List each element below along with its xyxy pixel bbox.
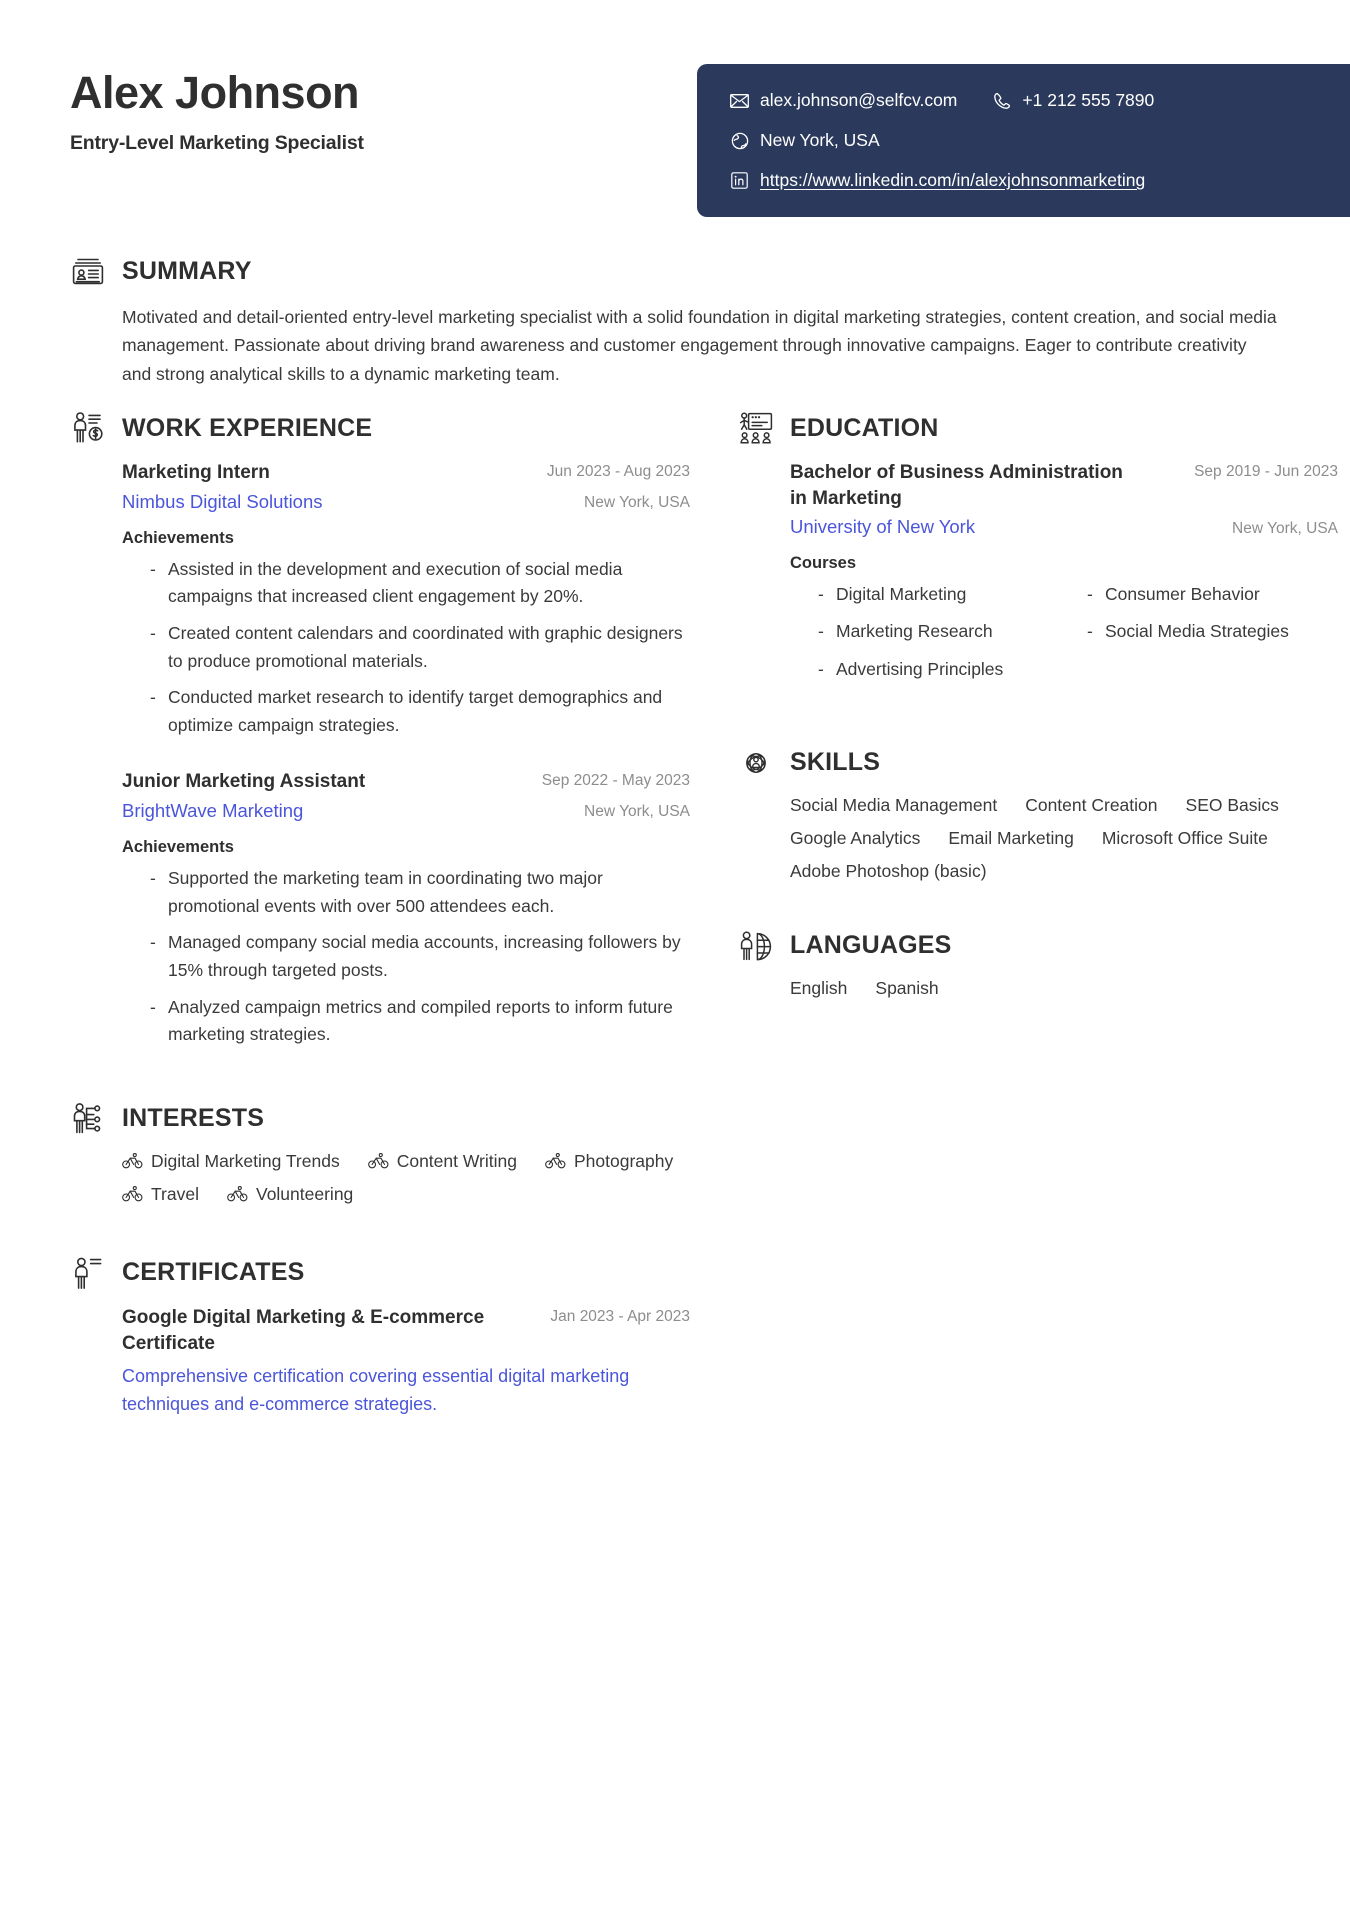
work-achievements-list — [122, 865, 690, 1049]
certificates-title: CERTIFICATES — [122, 1258, 305, 1287]
contact-row-2 — [729, 130, 1350, 151]
achievement-item: - Supported the marketing team in coordinating two major promotional events with over 500 attendees each. — [150, 865, 690, 920]
work-entry-meta — [547, 460, 690, 512]
skill-item: Microsoft Office Suite — [1101, 827, 1268, 848]
person-network-icon — [70, 1101, 106, 1137]
work-body — [70, 460, 690, 1049]
certificates-heading — [70, 1255, 690, 1291]
bicycle-icon — [122, 1153, 143, 1169]
achievement-item: - Created content calendars and coordinated with graphic designers to produce promotional materials. — [150, 620, 690, 675]
skill-item: SEO Basics — [1185, 794, 1279, 815]
interest-label: Digital Marketing Trends — [151, 1150, 340, 1171]
certificate-meta — [550, 1305, 690, 1326]
summary-text: Motivated and detail-oriented entry-level marketing specialist with a solid foundation in digital marketing strategies, content creation, and social media management. Passionate about driving brand awareness and customer engagement through innovative campaigns. Eager to contribute creativity and strong analytical skills to a dynamic marketing team. — [122, 307, 1277, 384]
interests-body — [70, 1151, 690, 1205]
resume-header — [0, 0, 1350, 235]
section-work-experience — [70, 410, 690, 1049]
person-list-icon — [70, 1255, 106, 1291]
two-column-region — [70, 410, 1338, 1418]
languages-title: LANGUAGES — [790, 931, 952, 960]
contact-email[interactable] — [729, 90, 957, 111]
certificate-name: Google Digital Marketing & E-commerce Certificate — [122, 1306, 485, 1354]
languages-body — [738, 978, 1338, 999]
contact-linkedin[interactable] — [729, 170, 1145, 191]
skill-item: Google Analytics — [790, 827, 921, 848]
skill-item: Adobe Photoshop (basic) — [790, 860, 987, 881]
interest-label: Travel — [151, 1183, 199, 1204]
identity-block — [70, 68, 364, 155]
skills-body — [738, 795, 1338, 882]
skills-title: SKILLS — [790, 748, 881, 777]
summary-title: SUMMARY — [122, 256, 252, 285]
contact-phone[interactable] — [991, 90, 1154, 111]
skill-item: Email Marketing — [948, 827, 1074, 848]
education-meta — [1194, 460, 1338, 538]
summary-heading — [70, 253, 1280, 289]
classroom-icon — [738, 410, 774, 446]
person-globe-icon — [738, 928, 774, 964]
skills-heading — [738, 745, 1338, 781]
languages-list — [790, 978, 1310, 999]
skill-item: Content Creation — [1025, 794, 1158, 815]
education-entry-top — [790, 460, 1338, 540]
language-item: Spanish — [875, 977, 939, 998]
right-column — [738, 410, 1338, 999]
education-entry — [790, 460, 1338, 683]
education-title: EDUCATION — [790, 413, 939, 442]
candidate-title: Entry-Level Marketing Specialist — [70, 131, 364, 154]
work-location: New York, USA — [584, 803, 690, 821]
skill-item: Social Media Management — [790, 794, 998, 815]
work-achievements-list — [122, 556, 690, 740]
envelope-icon — [729, 90, 750, 111]
globe-icon — [729, 130, 750, 151]
section-skills — [738, 745, 1338, 882]
work-company[interactable]: Nimbus Digital Solutions — [122, 490, 323, 512]
certificate-date: Jan 2023 - Apr 2023 — [550, 1307, 690, 1325]
section-education — [738, 410, 1338, 683]
achievements-label: Achievements — [122, 528, 234, 547]
work-date: Sep 2022 - May 2023 — [541, 772, 690, 790]
left-column — [70, 410, 690, 1418]
work-entry-main — [122, 460, 533, 515]
work-role: Marketing Intern — [122, 462, 270, 484]
work-entry-main — [122, 769, 528, 824]
work-location: New York, USA — [584, 494, 690, 512]
atom-person-icon — [738, 745, 774, 781]
certificates-body — [70, 1305, 690, 1418]
school-name[interactable]: University of New York — [790, 516, 976, 538]
bicycle-icon — [122, 1186, 143, 1202]
achievement-item: - Analyzed campaign metrics and compiled reports to inform future marketing strategies. — [150, 994, 690, 1049]
course-item: - Social Media Strategies — [1087, 618, 1338, 645]
contact-row-3 — [729, 170, 1350, 191]
interest-label: Volunteering — [255, 1183, 354, 1204]
contact-phone-text: +1 212 555 7890 — [1022, 90, 1155, 110]
languages-heading — [738, 928, 1338, 964]
achievement-item: - Managed company social media accounts, increasing followers by 15% through targeted posts. — [150, 929, 690, 984]
contact-email-text: alex.johnson@selfcv.com — [760, 90, 958, 110]
interest-label: Photography — [574, 1150, 674, 1171]
id-card-icon — [70, 253, 106, 289]
work-entry-top — [122, 769, 690, 824]
skills-list — [790, 795, 1310, 882]
work-entry — [122, 460, 690, 739]
course-item: - Consumer Behavior — [1087, 581, 1338, 608]
education-body — [738, 460, 1338, 683]
language-item: English — [790, 977, 848, 998]
interests-title: INTERESTS — [122, 1104, 265, 1133]
certificate-entry-top — [122, 1305, 690, 1356]
interest-item — [545, 1151, 673, 1172]
summary-body — [70, 303, 1280, 388]
bicycle-icon — [368, 1153, 389, 1169]
interest-item — [122, 1151, 340, 1172]
interests-list — [122, 1151, 682, 1205]
candidate-name: Alex Johnson — [70, 67, 360, 118]
resume-body — [0, 253, 1350, 1418]
contact-location-text: New York, USA — [760, 130, 880, 150]
education-date: Sep 2019 - Jun 2023 — [1194, 463, 1338, 481]
linkedin-icon — [729, 170, 750, 191]
contact-location — [729, 130, 880, 151]
section-interests — [70, 1101, 690, 1205]
bicycle-icon — [545, 1153, 566, 1169]
work-heading — [70, 410, 690, 446]
achievement-item: - Conducted market research to identify target demographics and optimize campaign strategies. — [150, 684, 690, 739]
work-role: Junior Marketing Assistant — [122, 771, 366, 793]
section-languages — [738, 928, 1338, 999]
work-title: WORK EXPERIENCE — [122, 413, 373, 442]
course-item: - Marketing Research — [818, 618, 1069, 645]
work-entry — [122, 769, 690, 1048]
bicycle-icon — [227, 1186, 248, 1202]
person-salary-icon — [70, 410, 106, 446]
work-entry-meta — [542, 769, 690, 821]
degree-name: Bachelor of Business Administration in Marketing — [790, 462, 1123, 509]
contact-linkedin-text[interactable]: https://www.linkedin.com/in/alexjohnsonmarketing — [760, 170, 1146, 190]
achievements-label: Achievements — [122, 838, 234, 857]
section-certificates — [70, 1255, 690, 1418]
course-item: - Advertising Principles — [818, 656, 1069, 683]
course-item: - Digital Marketing — [818, 581, 1069, 608]
interests-heading — [70, 1101, 690, 1137]
certificate-entry — [122, 1305, 690, 1418]
courses-label: Courses — [790, 554, 857, 573]
education-main — [790, 460, 1130, 540]
contact-row-1 — [729, 90, 1350, 111]
achievement-item: - Assisted in the development and execution of social media campaigns that increased client engagement by 20%. — [150, 556, 690, 611]
work-entry-top — [122, 460, 690, 515]
education-location: New York, USA — [1232, 520, 1338, 538]
work-company[interactable]: BrightWave Marketing — [122, 800, 304, 822]
certificate-main — [122, 1305, 536, 1356]
certificate-description: Comprehensive certification covering essential digital marketing techniques and e-commerce strategies. — [122, 1366, 630, 1415]
interest-item — [122, 1184, 199, 1205]
courses-grid — [790, 581, 1338, 682]
education-heading — [738, 410, 1338, 446]
interest-item — [227, 1184, 353, 1205]
contact-box — [697, 64, 1350, 217]
work-date: Jun 2023 - Aug 2023 — [546, 463, 690, 481]
interest-item — [368, 1151, 517, 1172]
section-summary — [70, 253, 1280, 388]
phone-icon — [991, 90, 1012, 111]
interest-label: Content Writing — [396, 1150, 517, 1171]
